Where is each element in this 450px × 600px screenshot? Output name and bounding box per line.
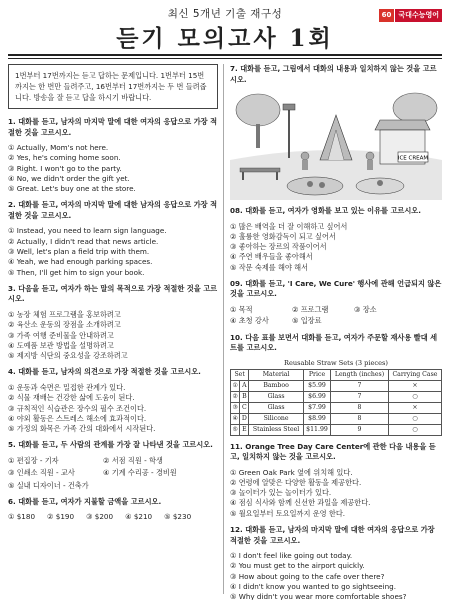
table-cell: E: [240, 424, 249, 435]
option[interactable]: ④ 도예품 보관 방법을 설명하려고: [8, 340, 114, 350]
option[interactable]: ③ 가족 여행 준비물을 안내하려고: [8, 330, 114, 340]
option[interactable]: ③ Right. I won't go to the party.: [8, 163, 122, 173]
option[interactable]: ① Green Oak Park 옆에 위치해 있다.: [230, 467, 353, 477]
table-row[interactable]: [231, 402, 442, 413]
badge-number: 60: [379, 9, 395, 22]
badge-name: 국대수능영어: [395, 9, 442, 22]
option[interactable]: ② 프로그램: [292, 304, 329, 314]
question-2: [8, 200, 218, 277]
table-cell: ④: [231, 413, 240, 424]
option[interactable]: ④ 야외 활동은 스트레스 해소에 효과적이다.: [8, 413, 147, 423]
question-6: [8, 497, 218, 522]
option[interactable]: ③ 규칙적인 식습관은 장수의 필수 조건이다.: [8, 403, 147, 413]
table-cell: $8.99: [303, 413, 330, 424]
option[interactable]: ③ $200: [86, 512, 114, 522]
table-header-row: [231, 369, 442, 380]
table-cell: ×: [388, 380, 441, 391]
option[interactable]: ① 많은 배역을 더 잘 이해하고 싶어서: [230, 221, 348, 231]
option[interactable]: ② 서점 직원 - 학생: [103, 455, 163, 465]
illustration-svg: [230, 90, 442, 200]
option[interactable]: ① Instead, you need to learn sign language.: [8, 226, 167, 236]
question-text: 4. 대화를 듣고, 남자의 의견으로 가장 적절한 것을 고르시오.: [8, 367, 201, 377]
table-cell: Silicone: [249, 413, 304, 424]
question-text: 3. 다음을 듣고, 여자가 하는 말의 목적으로 가장 적절한 것을 고르시오.: [8, 283, 218, 304]
option[interactable]: ⑤ 실내 디자이너 - 건축가: [8, 480, 89, 490]
ice-cream-sign: ICE CREAM: [397, 155, 429, 162]
option[interactable]: ② $190: [47, 512, 75, 522]
option[interactable]: ④ 주연 배우들을 좋아해서: [230, 252, 313, 262]
left-column: [8, 64, 218, 527]
question-11: [230, 442, 442, 519]
question-3: [8, 284, 218, 361]
option[interactable]: ③ 놀이터가 있는 놀이터가 있다.: [230, 488, 332, 498]
question-8: [230, 206, 442, 273]
option[interactable]: ⑤ Why didn't you wear more comfortable shoes?: [230, 592, 407, 600]
table-cell: ○: [388, 424, 441, 435]
option[interactable]: ④ I didn't know you wanted to go sightseeing.: [230, 581, 396, 591]
table-cell: 8: [331, 402, 389, 413]
option[interactable]: ③ Well, let's plan a field trip with them.: [8, 247, 150, 257]
park-illustration: [230, 90, 442, 200]
option[interactable]: ④ 점심 식사와 함께 신선한 과일을 제공한다.: [230, 498, 371, 508]
option[interactable]: ① I don't feel like going out today.: [230, 551, 353, 561]
option[interactable]: ② Yes, he's coming home soon.: [8, 153, 121, 163]
option[interactable]: ④ Yeah, we had enough parking spaces.: [8, 257, 153, 267]
table-cell: A: [240, 380, 249, 391]
table-cell: ②: [231, 391, 240, 402]
table-header: Material: [249, 369, 304, 380]
option[interactable]: ② Actually, I didn't read that news article.: [8, 236, 159, 246]
question-9: [230, 279, 442, 327]
option[interactable]: ⑤ 제지방 식단의 중요성을 강조하려고: [8, 351, 128, 361]
table-cell: ○: [388, 413, 441, 424]
question-5: [8, 440, 218, 490]
option[interactable]: ⑤ 입장료: [292, 316, 322, 326]
question-1: [8, 117, 218, 194]
right-column: [230, 64, 442, 600]
option[interactable]: ① 편집장 - 기자: [8, 455, 59, 465]
table-header: Carrying Case: [388, 369, 441, 380]
page-title: 듣기 모의고사 1회: [116, 25, 334, 52]
table-cell: 8: [331, 413, 389, 424]
header-rule: [8, 54, 442, 56]
table-cell: ×: [388, 402, 441, 413]
question-text: 7. 대화를 듣고, 그림에서 대화의 내용과 일치하지 않는 것을 고르시오.: [230, 64, 437, 84]
option[interactable]: ② 연령에 알맞은 다양한 활동을 제공한다.: [230, 477, 362, 487]
table-cell: ○: [388, 391, 441, 402]
table-header: Price: [303, 369, 330, 380]
subtitle: 최신 5개년 기출 재구성: [167, 8, 283, 20]
table-title: Reusable Straw Sets (3 pieces): [284, 358, 388, 367]
table-header: Length (inches): [331, 369, 389, 380]
question-text: 11. Orange Tree Day Care Center에 관한 다음 내용을 듣고, 일치하지 않는 것을 고르시오.: [230, 441, 436, 462]
table-cell: $11.99: [303, 424, 330, 435]
table-cell: 7: [331, 380, 389, 391]
question-10: [230, 333, 442, 436]
table-cell: Bamboo: [249, 380, 304, 391]
option[interactable]: ③ 좋아하는 장르의 작품이어서: [230, 242, 327, 252]
option[interactable]: ⑤ Great. Let's buy one at the store.: [8, 184, 136, 194]
option[interactable]: ④ No, we didn't order the gift yet.: [8, 173, 130, 183]
option[interactable]: ⑤ 작문 숙제를 해야 해서: [230, 262, 309, 272]
table-cell: $7.99: [303, 402, 330, 413]
option[interactable]: ④ $210: [125, 512, 153, 522]
option[interactable]: ④ 초청 강사: [230, 316, 269, 326]
question-12: [230, 525, 442, 600]
table-row[interactable]: [231, 424, 442, 435]
instructions-box: 1번부터 17번까지는 듣고 답하는 문제입니다. 1번부터 15번까지는 한 번만 들려주고, 16번부터 17번까지는 두 번 들려줍니다. 방송을 잘 듣고 답을 하시기 바랍니다.: [8, 64, 218, 109]
question-text: 1. 대화를 듣고, 남자의 마지막 말에 대한 여자의 응답으로 가장 적절한 것을 고르시오.: [8, 117, 218, 137]
option[interactable]: ② 육산소 운동의 장점을 소개하려고: [8, 320, 121, 330]
option[interactable]: ③ 장소: [354, 304, 377, 314]
option[interactable]: ② 식물 재배는 건강한 삶에 도움이 된다.: [8, 393, 135, 403]
option[interactable]: ③ How about going to the cafe over there?: [230, 571, 385, 581]
table-cell: D: [240, 413, 249, 424]
option[interactable]: ② You must get to the airport quickly.: [230, 561, 365, 571]
table-cell: ③: [231, 402, 240, 413]
question-text: 08. 대화를 듣고, 여자가 영화를 보고 있는 이유를 고르시오.: [230, 206, 421, 215]
table-cell: ⑤: [231, 424, 240, 435]
option[interactable]: ① Actually, Mom's not here.: [8, 143, 109, 152]
option[interactable]: ⑤ 월요일부터 토요일까지 운영 한다.: [230, 508, 346, 518]
straw-sets-table: [230, 369, 442, 436]
question-text: 09. 대화를 듣고, 'I Care, We Cure' 행사에 관해 언급되지 않은 것을 고르시오.: [230, 278, 442, 299]
option[interactable]: ① 농장 체험 프로그램을 홍보하려고: [8, 309, 121, 319]
question-7: [230, 64, 442, 200]
question-text: 5. 대화를 듣고, 두 사람의 관계를 가장 잘 나타낸 것을 고르시오.: [8, 440, 213, 450]
table-cell: ①: [231, 380, 240, 391]
table-cell: $5.99: [303, 380, 330, 391]
question-text: 2. 대화를 듣고, 여자의 마지막 말에 대한 남자의 응답으로 가장 적절한 것을 고르시오.: [8, 200, 218, 220]
table-row[interactable]: [231, 413, 442, 424]
option[interactable]: ③ 인쇄소 직원 - 교사: [8, 468, 75, 478]
option[interactable]: ① 목적: [230, 304, 253, 314]
table-cell: B: [240, 391, 249, 402]
question-4: [8, 367, 218, 434]
table-row[interactable]: [231, 380, 442, 391]
option[interactable]: ① $180: [8, 512, 36, 522]
option[interactable]: ④ 기계 수리공 - 경비원: [103, 468, 177, 478]
publisher-badge: [379, 9, 442, 22]
question-text: 6. 대화를 듣고, 여자가 지불할 금액을 고르시오.: [8, 496, 162, 506]
table-cell: 7: [331, 391, 389, 402]
table-cell: Glass: [249, 402, 304, 413]
table-header: Set: [231, 369, 249, 380]
table-cell: Stainless Steel: [249, 424, 304, 435]
table-cell: C: [240, 402, 249, 413]
table-row[interactable]: [231, 391, 442, 402]
table-cell: $6.99: [303, 391, 330, 402]
option[interactable]: ② 훌륭한 영화감독이 되고 싶어서: [230, 231, 336, 241]
option[interactable]: ⑤ $230: [164, 512, 192, 522]
option[interactable]: ① 운동과 숙면은 밀접한 관계가 있다.: [8, 382, 126, 392]
table-cell: 9: [331, 424, 389, 435]
column-divider: [223, 64, 224, 594]
question-text: 10. 다음 표를 보면서 대화를 듣고, 여자가 주문할 재사용 빨대 세트를 고르시오.: [230, 332, 438, 353]
header-rule-thin: [8, 58, 442, 59]
table-cell: Glass: [249, 391, 304, 402]
option[interactable]: ⑤ Then, I'll get him to sign your book.: [8, 267, 145, 277]
question-text: 12. 대화를 듣고, 남자의 마지막 말에 대한 여자의 응답으로 가장 적절한 것을 고르시오.: [230, 525, 435, 545]
option[interactable]: ⑤ 가정의 화목은 가족 간의 대화에서 시작된다.: [8, 424, 156, 434]
page-header: [0, 6, 450, 68]
